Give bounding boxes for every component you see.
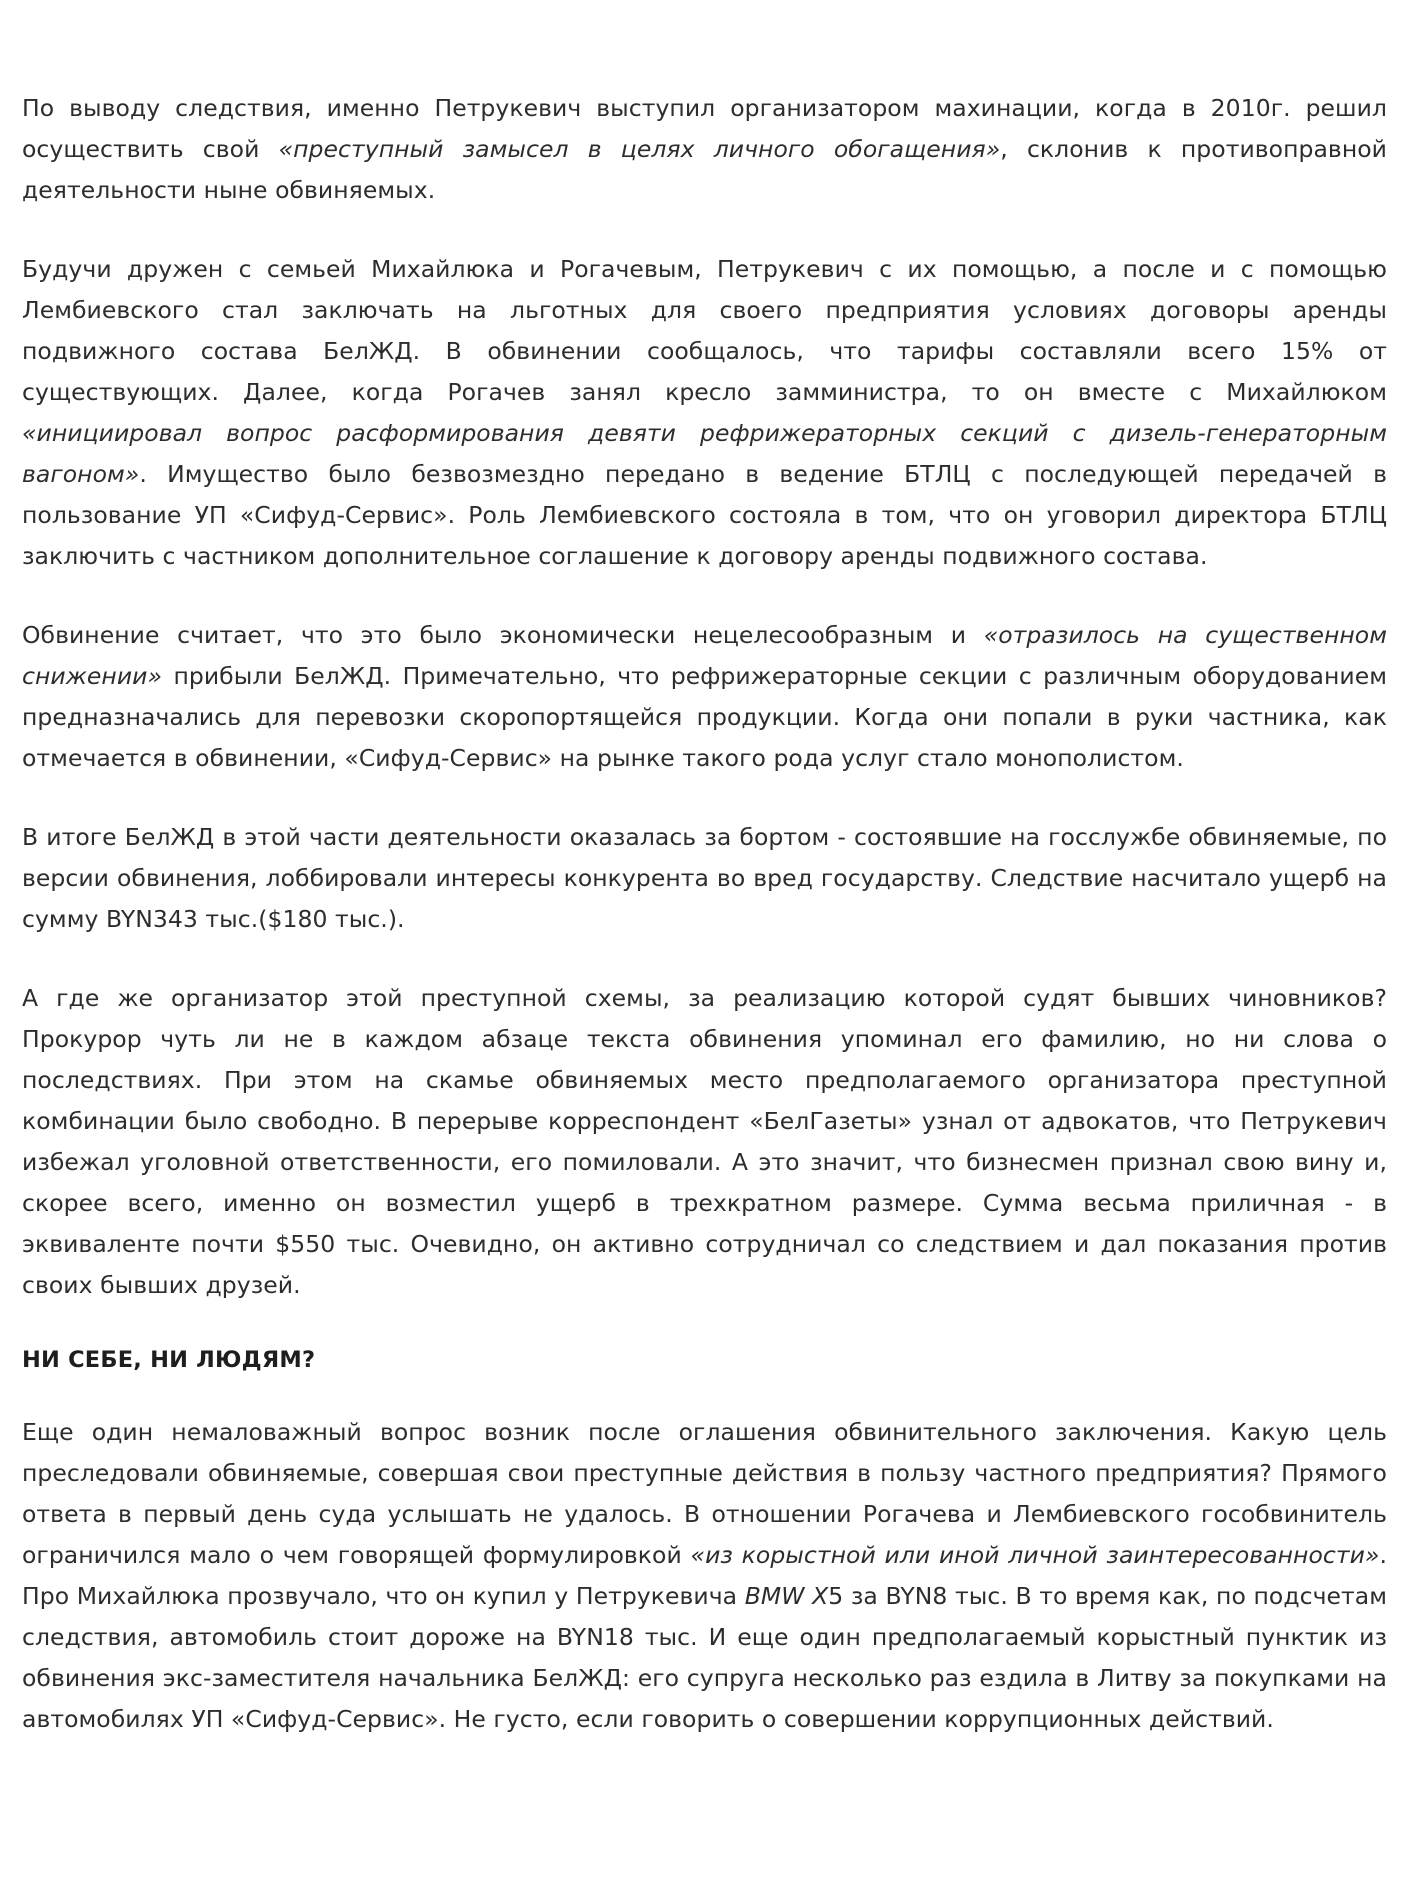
text-run: . Про Михайлюка прозвучало, что он купил у Петрукевича <box>22 1541 1387 1610</box>
text-run-italic: «инициировал вопрос расформирования девяти рефрижераторных секций с дизель-генераторным вагоном» <box>22 419 1387 488</box>
text-run: Обвинение считает, что это было экономически нецелесообразным и <box>22 621 984 649</box>
text-run-italic: «из корыстной или иной личной заинтересованности» <box>690 1541 1380 1569</box>
paragraph-1 <box>22 88 1387 211</box>
text-run: . Имущество было безвозмездно передано в ведение БТЛЦ с последующей передачей в пользование УП «Сифуд-Сервис». Роль Лембиевского состояла в том, что он уговорил директора БТЛЦ заключить с частником дополнительное соглашение к договору аренды подвижного состава. <box>22 460 1387 570</box>
text-run: , склонив к противоправной деятельности ныне обвиняемых. <box>22 135 1387 204</box>
document-body <box>22 88 1387 1740</box>
text-run: 5 за BYN8 тыс. В то время как, по подсчетам следствия, автомобиль стоит дороже на BYN18 тыс. И еще один предполагаемый корыстный пунктик из обвинения экс-заместителя начальника БелЖД: его супруга несколько раз ездила в Литву за покупками на автомобилях УП «Сифуд-Сервис». Не густо, если говорить о совершении коррупционных действий. <box>22 1582 1388 1733</box>
paragraph-2 <box>22 249 1387 577</box>
paragraph-5 <box>22 978 1387 1306</box>
paragraph-3 <box>22 615 1387 779</box>
text-run: По выводу следствия, именно Петрукевич выступил организатором махинации, когда в 2010г. решил осуществить свой <box>22 94 1387 163</box>
text-run-italic: BMW X <box>744 1582 829 1610</box>
text-run: А где же организатор этой преступной схемы, за реализацию которой судят бывших чиновников? Прокурор чуть ли не в каждом абзаце текста обвинения упоминал его фамилию, но ни слова о последствиях. При этом на скамье обвиняемых место предполагаемого организатора преступной комбинации было свободно. В перерыве корреспондент «БелГазеты» узнал от адвокатов, что Петрукевич избежал уголовной ответственности, его помиловали. А это значит, что бизнесмен признал свою вину и, скорее всего, именно он возместил ущерб в трехкратном размере. Сумма весьма приличная - в эквиваленте почти $550 тыс. Очевидно, он активно сотрудничал со следствием и дал показания против своих бывших друзей. <box>22 984 1387 1299</box>
text-run-italic: «преступный замысел в целях личного обогащения» <box>278 135 1001 163</box>
text-run: прибыли БелЖД. Примечательно, что рефрижераторные секции с различным оборудованием предназначались для перевозки скоропортящейся продукции. Когда они попали в руки частника, как отмечается в обвинении, «Сифуд-Сервис» на рынке такого рода услуг стало монополистом. <box>22 662 1387 772</box>
paragraph-4 <box>22 817 1387 940</box>
section-heading-1: НИ СЕБЕ, НИ ЛЮДЯМ? <box>22 1347 316 1373</box>
text-run: Еще один немаловажный вопрос возник после оглашения обвинительного заключения. Какую цель преследовали обвиняемые, совершая свои преступные действия в пользу частного предприятия? Прямого ответа в первый день суда услышать не удалось. В отношении Рогачева и Лембиевского гособвинитель ограничился мало о чем говорящей формулировкой <box>22 1418 1387 1569</box>
text-run: В итоге БелЖД в этой части деятельности оказалась за бортом - состоявшие на госслужбе обвиняемые, по версии обвинения, лоббировали интересы конкурента во вред государству. Следствие насчитало ущерб на сумму BYN343 тыс.($180 тыс.). <box>22 823 1387 933</box>
text-run: Будучи дружен с семьей Михайлюка и Рогачевым, Петрукевич с их помощью, а после и с помощью Лембиевского стал заключать на льготных для своего предприятия условиях договоры аренды подвижного состава БелЖД. В обвинении сообщалось, что тарифы составляли всего 15% от существующих. Далее, когда Рогачев занял кресло замминистра, то он вместе с Михайлюком <box>22 255 1387 406</box>
text-run-italic: «отразилось на существенном снижении» <box>22 621 1387 690</box>
paragraph-6 <box>22 1412 1387 1740</box>
